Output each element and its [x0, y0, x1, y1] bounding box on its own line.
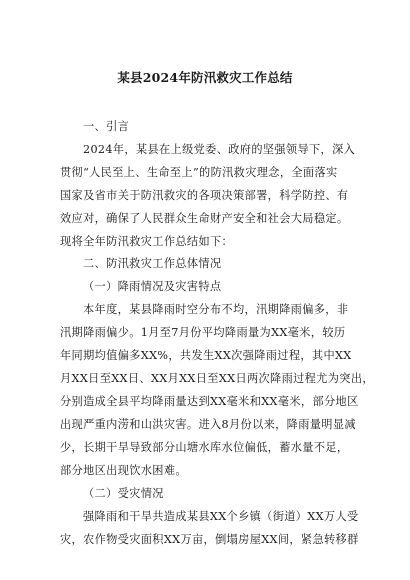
paragraph-line: 部分地区出现饮水困难。	[60, 464, 187, 477]
paragraph-line: 年同期均值偏多XX%，共发生XX次强降雨过程，其中XX	[60, 349, 352, 362]
section-heading-overview: 二、防汛救灾工作总体情况	[83, 257, 222, 270]
paragraph-line: 现将全年防汛救灾工作总结如下：	[60, 235, 234, 248]
paragraph-line: 出现严重内涝和山洪灾害。进入8月份以来，降雨量明显减	[60, 418, 356, 431]
section-heading-intro: 一、引言	[83, 120, 130, 133]
paragraph-line: 贯彻“人民至上、生命至上”的防汛救灾理念，全面落实	[60, 166, 338, 179]
paragraph-line: 分别造成全县平均降雨量达到XX毫米和XX毫米，部分地区	[60, 395, 359, 408]
paragraph-line: 2024年，某县在上级党委、政府的坚强领导下，深入	[83, 143, 356, 156]
subsection-heading-damage: （二）受灾情况	[83, 487, 164, 500]
paragraph-line: 汛期降雨偏少。1月至7月份平均降雨量为XX毫米，较历	[60, 326, 346, 339]
paragraph-line: 少，长期干旱导致部分山塘水库水位偏低，蓄水量不足，	[60, 441, 349, 454]
paragraph-line: 效应对，确保了人民群众生命财产安全和社会大局稳定。	[60, 212, 349, 225]
subsection-heading-rainfall: （一）降雨情况及灾害特点	[83, 280, 222, 293]
paragraph-line: 月XX日至XX日、XX月XX日至XX日两次降雨过程尤为突出，	[60, 372, 374, 385]
paragraph-line: 灾，农作物受灾面积XX万亩，倒塌房屋XX间，紧急转移群	[60, 533, 359, 546]
paragraph-line: 本年度，某县降雨时空分布不均，汛期降雨偏多，非	[83, 303, 349, 316]
paragraph-line: 国家及省市关于防汛救灾的各项决策部署，科学防控、有	[60, 189, 349, 202]
document-title: 某县2024年防汛救灾工作总结	[117, 70, 293, 85]
paragraph-line: 强降雨和干旱共造成某县XX个乡镇（街道）XX万人受	[83, 510, 359, 523]
